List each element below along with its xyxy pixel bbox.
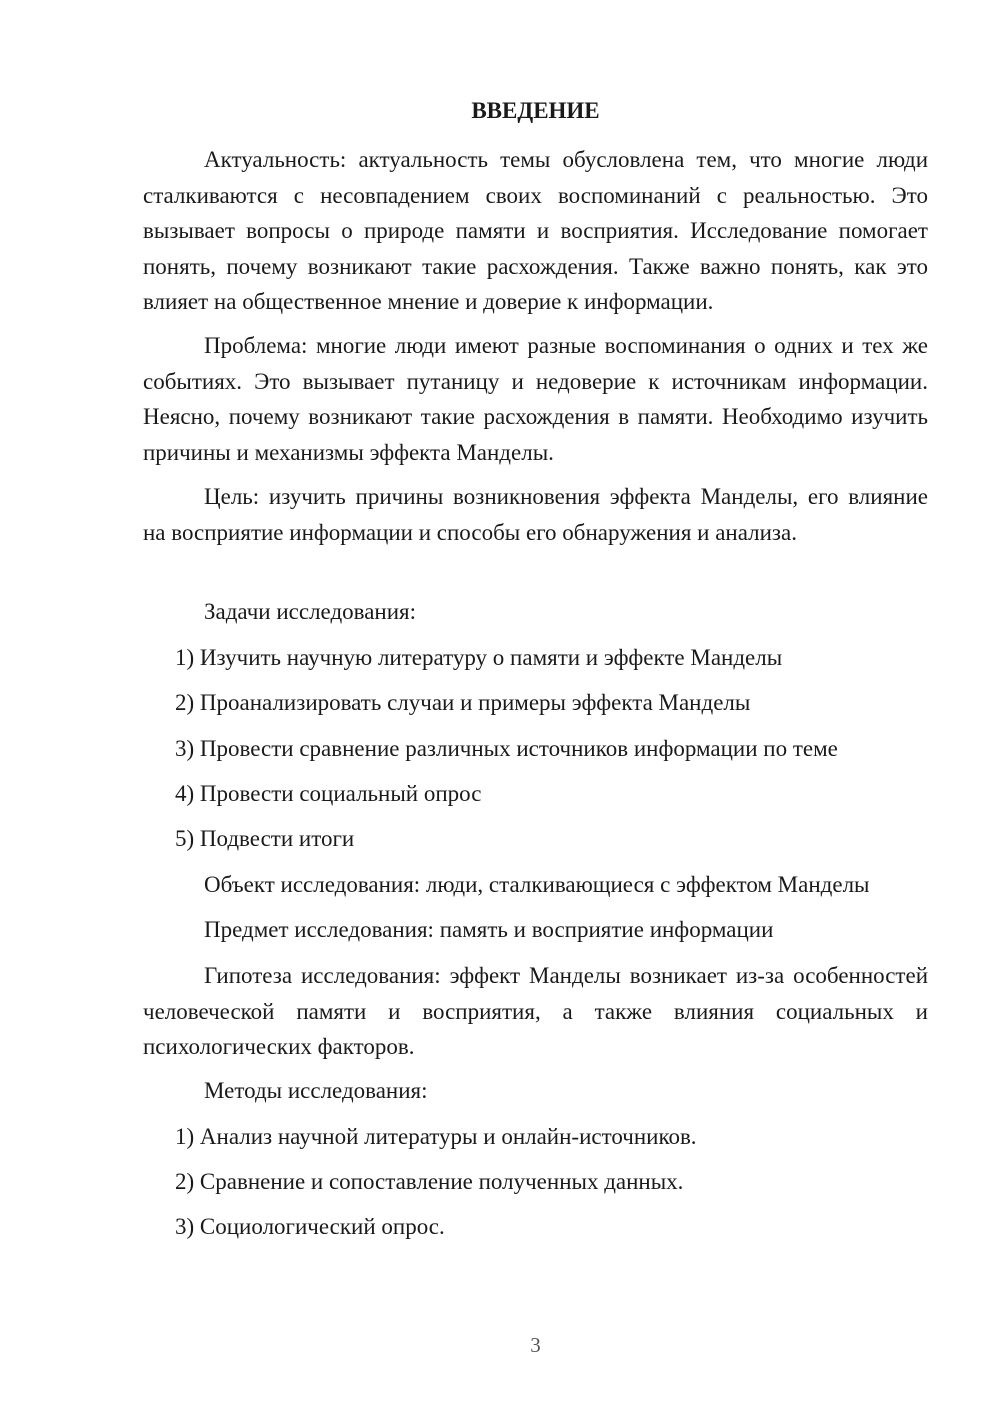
methods-heading: Методы исследования: <box>204 1078 428 1103</box>
hypothesis-paragraph: Гипотеза исследования: эффект Манделы возникает из-за особенностей человеческой памяти и восприятия, а также влияния социальных и психологических факторов. <box>143 963 928 1059</box>
relevance-paragraph: Актуальность: актуальность темы обусловлена тем, что многие люди сталкиваются с несовпадением своих воспоминаний с реальностью. Это вызывает вопросы о природе памяти и восприятия. Исследование помогает понять, почему возникают такие расхождения. Также важно понять, как это влияет на общественное мнение и доверие к информации. <box>143 147 928 314</box>
method-item: 2) Сравнение и сопоставление полученных данных. <box>175 1169 684 1194</box>
page-number: 3 <box>530 1333 541 1357</box>
task-item: 4) Провести социальный опрос <box>175 781 482 806</box>
task-item: 3) Провести сравнение различных источников информации по теме <box>175 736 838 761</box>
goal-paragraph: Цель: изучить причины возникновения эффекта Манделы, его влияние на восприятие информации и способы его обнаружения и анализа. <box>143 484 928 545</box>
problem-paragraph: Проблема: многие люди имеют разные воспоминания о одних и тех же событиях. Это вызывает путаницу и недоверие к источникам информации. Неясно, почему возникают такие расхождения в памяти. Необходимо изучить причины и механизмы эффекта Манделы. <box>143 333 928 465</box>
method-item: 3) Социологический опрос. <box>175 1214 445 1239</box>
research-subject: Предмет исследования: память и восприятие информации <box>204 917 774 942</box>
tasks-heading: Задачи исследования: <box>204 599 417 624</box>
task-item: 2) Проанализировать случаи и примеры эффекта Манделы <box>175 690 751 715</box>
page-title: ВВЕДЕНИЕ <box>471 98 600 123</box>
task-item: 1) Изучить научную литературу о памяти и эффекте Манделы <box>175 645 783 670</box>
document-page <box>143 0 928 1414</box>
task-item: 5) Подвести итоги <box>175 826 355 851</box>
method-item: 1) Анализ научной литературы и онлайн-источников. <box>175 1124 697 1149</box>
research-object: Объект исследования: люди, сталкивающиеся с эффектом Манделы <box>204 872 870 897</box>
